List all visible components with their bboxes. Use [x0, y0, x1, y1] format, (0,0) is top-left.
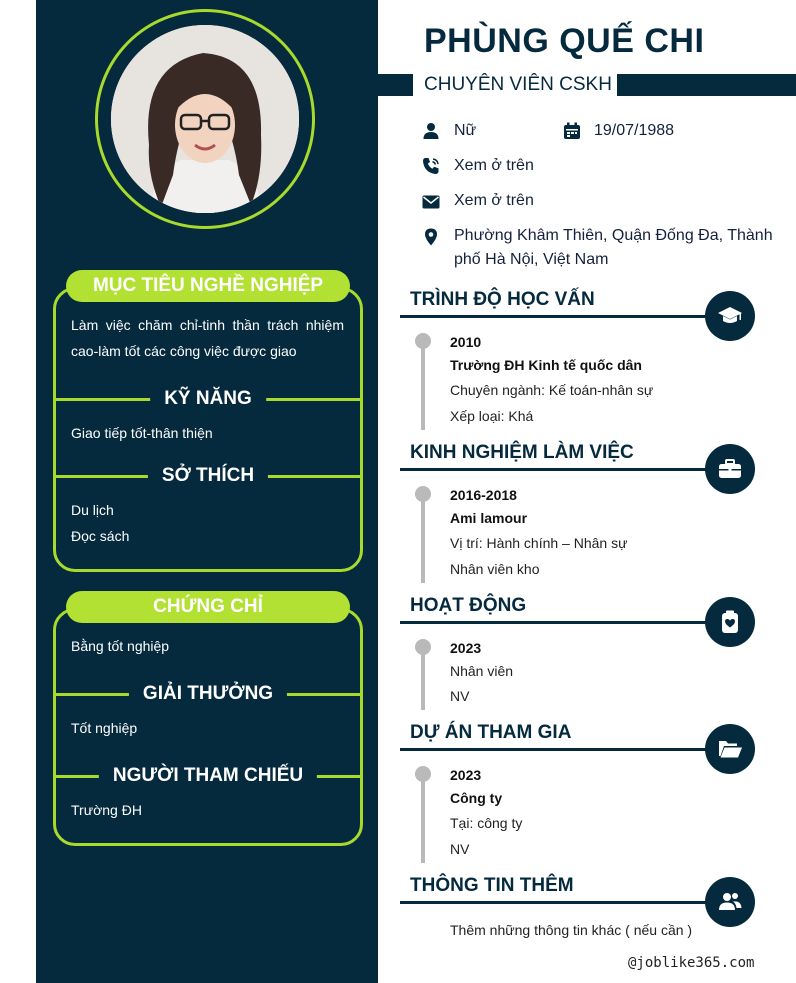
hobby-item: Đọc sách [71, 528, 130, 544]
gender-value: Nữ [454, 122, 477, 139]
education-heading: TRÌNH ĐỘ HỌC VẤN [410, 289, 595, 310]
projects-timeline [421, 773, 425, 863]
projects-year: 2023 [450, 767, 482, 783]
graduation-cap-icon [705, 291, 755, 341]
objective-heading: MỤC TIÊU NGHỀ NGHIỆP [66, 270, 350, 302]
projects-location: Tại: công ty [450, 815, 523, 831]
hobby-item: Du lịch [71, 502, 114, 518]
reference-item: Trường ĐH [71, 802, 142, 818]
profile-photo [111, 25, 299, 213]
projects-timeline-dot [415, 766, 431, 782]
envelope-icon [422, 193, 440, 211]
education-timeline-dot [415, 333, 431, 349]
experience-position: Vị trí: Hành chính – Nhân sự [450, 535, 628, 551]
badge-heart-icon [705, 597, 755, 647]
map-marker-icon [422, 228, 440, 246]
skill-item: Giao tiếp tốt-thân thiện [71, 425, 213, 441]
address-line-2: phố Hà Nội, Việt Nam [454, 251, 609, 268]
education-timeline [421, 340, 425, 430]
experience-divider [400, 468, 720, 471]
full-name: PHÙNG QUẾ CHI [424, 22, 705, 60]
certificates-heading: CHỨNG CHỈ [66, 591, 350, 623]
avatar-ring [95, 9, 315, 229]
projects-name: Công ty [450, 790, 503, 806]
references-section-header [56, 763, 360, 789]
activities-timeline [421, 646, 425, 710]
projects-divider [400, 748, 720, 751]
experience-timeline [421, 493, 425, 583]
skills-section-header [56, 386, 360, 412]
activities-line-2: NV [450, 688, 470, 704]
extra-text: Thêm những thông tin khác ( nếu cần ) [450, 922, 693, 938]
activities-year: 2023 [450, 640, 482, 656]
education-major: Chuyên ngành: Kế toán-nhân sự [450, 382, 654, 398]
calendar-icon [563, 122, 581, 140]
awards-section-header [56, 681, 360, 707]
experience-period: 2016-2018 [450, 487, 517, 503]
folder-open-icon [705, 724, 755, 774]
sidebar [36, 0, 378, 983]
activities-line-1: Nhân viên [450, 663, 514, 679]
birthday-value: 19/07/1988 [594, 122, 675, 139]
email-value: Xem ở trên [454, 192, 534, 209]
activities-timeline-dot [415, 639, 431, 655]
address-line-1: Phường Khâm Thiên, Quận Đống Đa, Thành [454, 227, 773, 244]
hobbies-section-header [56, 463, 360, 489]
objective-text: Làm việc chăm chỉ-tinh thần trách nhiệm cao-làm tốt các công việc được giao [71, 317, 344, 359]
phone-value: Xem ở trên [454, 157, 534, 174]
education-year: 2010 [450, 334, 482, 350]
awards-heading: GIẢI THƯỞNG [129, 681, 287, 707]
award-item: Tốt nghiệp [71, 720, 138, 736]
references-heading: NGƯỜI THAM CHIẾU [99, 763, 317, 789]
phone-icon [422, 157, 440, 175]
certificate-item: Bằng tốt nghiệp [71, 638, 170, 654]
user-icon [422, 122, 440, 140]
hobbies-heading: SỞ THÍCH [148, 463, 268, 489]
avatar [111, 25, 299, 213]
projects-role: NV [450, 841, 470, 857]
projects-heading: DỰ ÁN THAM GIA [410, 722, 572, 743]
education-divider [400, 315, 720, 318]
experience-detail: Nhân viên kho [450, 561, 540, 577]
education-school: Trường ĐH Kinh tế quốc dân [450, 357, 642, 373]
skills-heading: KỸ NĂNG [150, 386, 266, 412]
watermark: @joblike365.com [628, 955, 755, 971]
extra-divider [400, 901, 720, 904]
users-icon [705, 877, 755, 927]
activities-divider [400, 621, 720, 624]
extra-heading: THÔNG TIN THÊM [410, 875, 574, 896]
experience-timeline-dot [415, 486, 431, 502]
education-grade: Xếp loại: Khá [450, 408, 534, 424]
experience-heading: KINH NGHIỆM LÀM VIỆC [410, 442, 634, 463]
activities-heading: HOẠT ĐỘNG [410, 595, 527, 616]
briefcase-icon [705, 444, 755, 494]
job-title: CHUYÊN VIÊN CSKH [413, 68, 617, 102]
experience-company: Ami lamour [450, 510, 528, 526]
